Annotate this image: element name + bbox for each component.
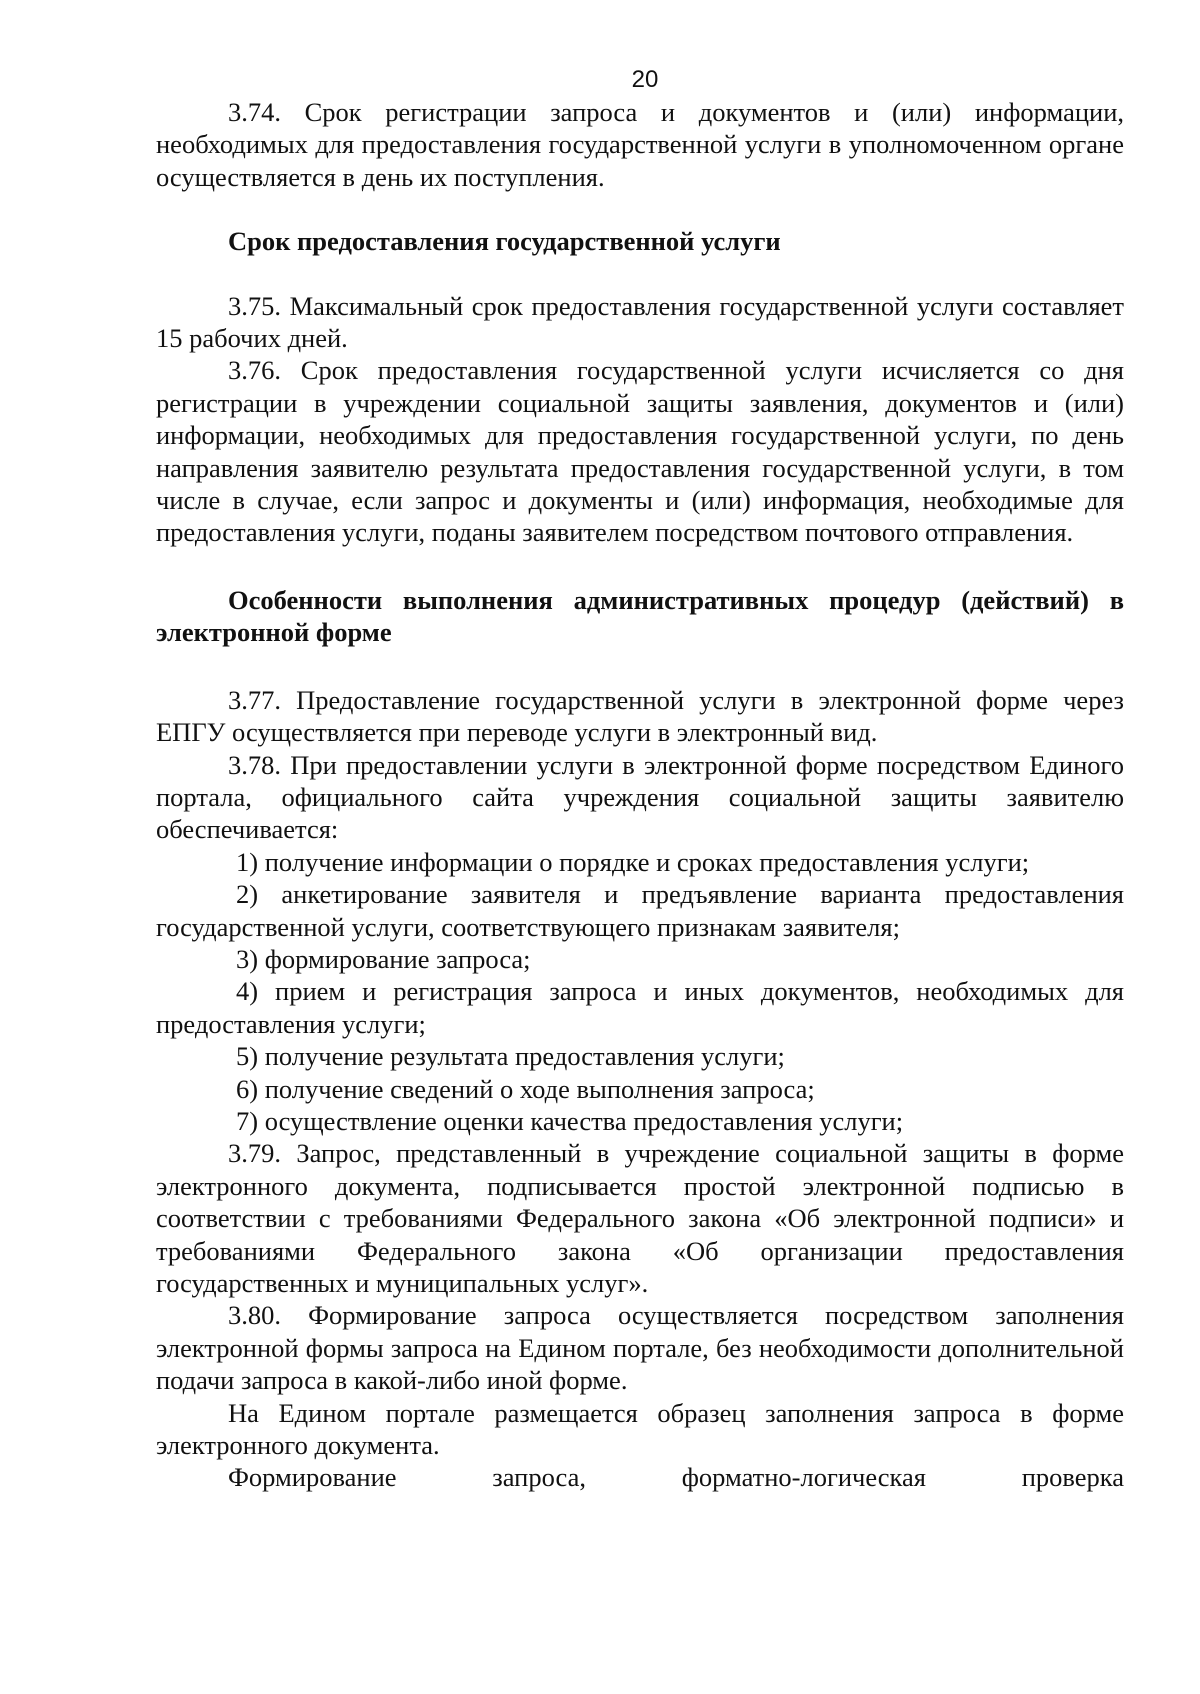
list-item: 2) анкетирование заявителя и предъявление варианта предоставления государственной услуги, соответствующего признакам заявителя; <box>156 879 1124 942</box>
paragraph-3-77: 3.77. Предоставление государственной услуги в электронной форме через ЕПГУ осуществляется при переводе услуги в электронный вид. <box>156 684 1124 748</box>
list-item: 6) получение сведений о ходе выполнения запроса; <box>236 1073 815 1104</box>
paragraph-3-79: 3.79. Запрос, представленный в учреждение социальной защиты в форме электронного документа, подписывается простой электронной подписью в соответствии с требованиями Федерального закона «Об электронной подписи» и требованиями Федерального закона «Об организации предоставления государственных и муниципальных услуг». <box>156 1138 1124 1298</box>
list-item: 4) прием и регистрация запроса и иных документов, необходимых для предоставления услуги; <box>156 976 1124 1039</box>
section-heading-electronic: Особенности выполнения административных процедур (действий) в электронной форме <box>156 584 1124 648</box>
paragraph-sample: На Едином портале размещается образец заполнения запроса в форме электронного документа. <box>156 1397 1124 1461</box>
page-number: 20 <box>631 66 659 93</box>
document-page <box>156 64 1124 1494</box>
paragraph-3-78: 3.78. При предоставлении услуги в электронной форме посредством Единого портала, официального сайта учреждения социальной защиты заявителю обеспечивается: <box>156 749 1124 845</box>
paragraph-3-76: 3.76. Срок предоставления государственной услуги исчисляется со дня регистрации в учреждении социальной защиты заявления, документов и (или) информации, необходимых для предоставления государственной услуги, по день направления заявителю результата предоставления государственной услуги, в том числе в случае, если запрос и документы и (или) информация, необходимые для предоставления услуги, поданы заявителем посредством почтового отправления. <box>156 355 1124 548</box>
section-heading-term: Срок предоставления государственной услуги <box>228 226 781 257</box>
paragraph-continuation: Формирование запроса, форматно-логическая проверка <box>228 1462 1124 1493</box>
paragraph-3-80: 3.80. Формирование запроса осуществляется посредством заполнения электронной формы запроса на Едином портале, без необходимости дополнительной подачи запроса в какой-либо иной форме. <box>156 1300 1124 1396</box>
list-item: 7) осуществление оценки качества предоставления услуги; <box>236 1105 904 1136</box>
paragraph-3-74: 3.74. Срок регистрации запроса и документов и (или) информации, необходимых для предоставления государственной услуги в уполномоченном органе осуществляется в день их поступления. <box>156 97 1124 192</box>
list-item: 3) формирование запроса; <box>236 943 531 974</box>
list-item: 5) получение результата предоставления услуги; <box>236 1041 785 1072</box>
list-item: 1) получение информации о порядке и сроках предоставления услуги; <box>236 846 1030 877</box>
paragraph-3-75: 3.75. Максимальный срок предоставления государственной услуги составляет 15 рабочих дней. <box>156 290 1124 354</box>
